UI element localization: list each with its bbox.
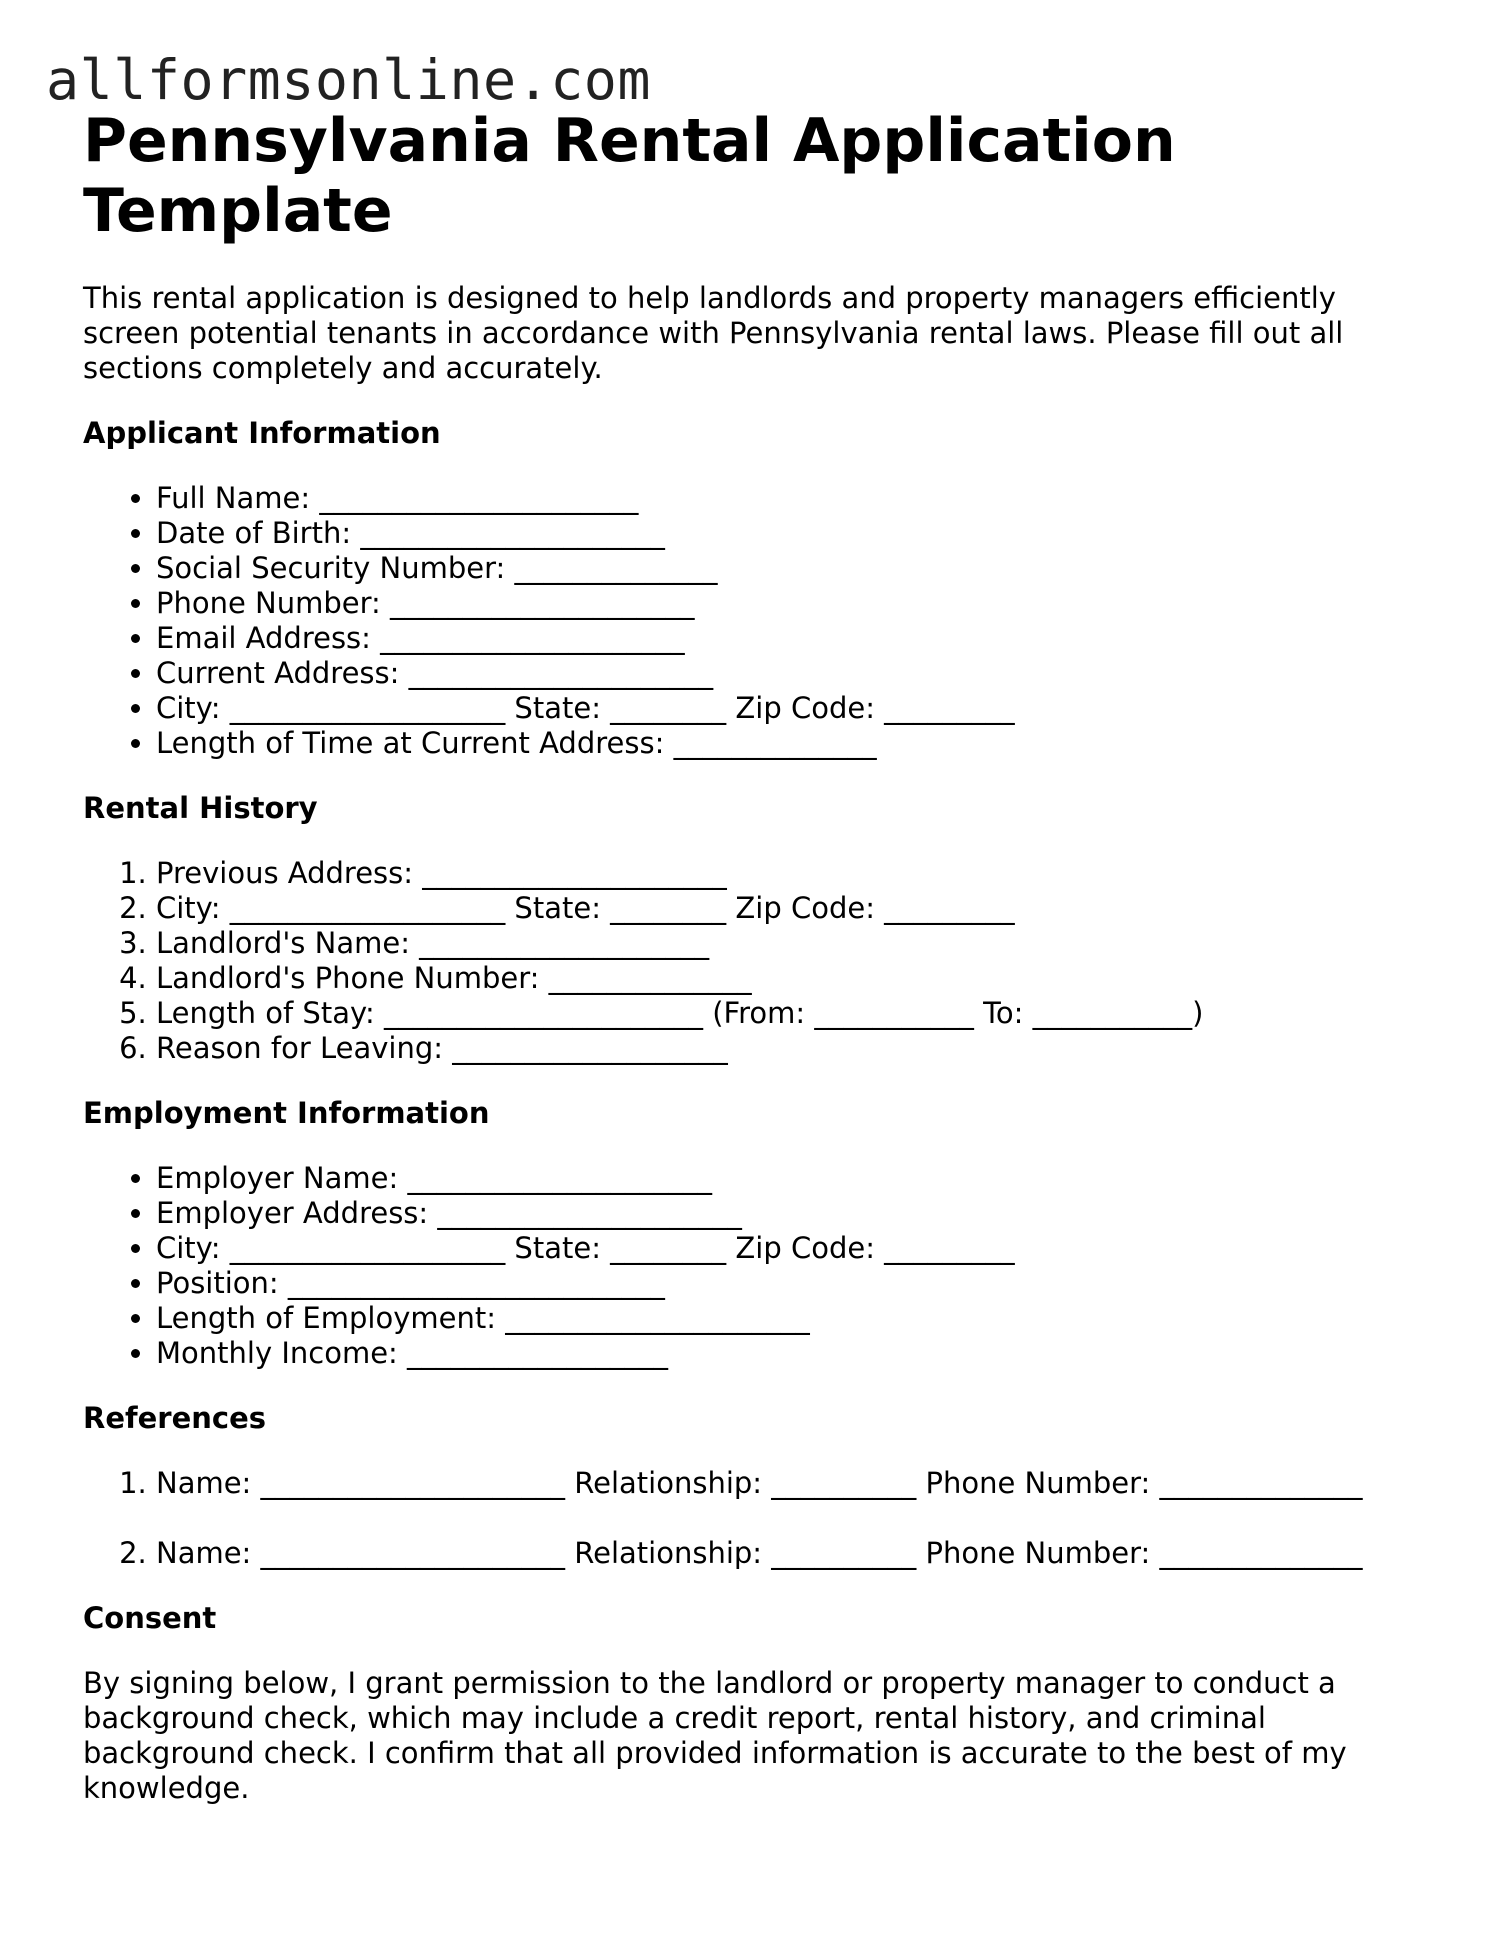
employer-name-field[interactable]: • Employer Name: _____________________ [156,1161,1423,1196]
applicant-ssn-field[interactable]: • Social Security Number: ______________ [156,551,1423,586]
consent-heading: Consent [83,1601,217,1635]
intro-paragraph: This rental application is designed to help landlords and property managers efficiently screen potential tenants in accordance with Pennsylvania rental laws. Please fill out all sections completely and accurately. [83,281,1344,385]
employment-length-field[interactable]: • Length of Employment: _____________________ [156,1301,1423,1336]
watermark: allformsonline.com [46,48,652,112]
consent-paragraph: By signing below, I grant permission to the landlord or property manager to conduct a background check, which may include a credit report, rental history, and criminal background check. I confirm that all provided information is accurate to the best of my knowledge. [83,1666,1347,1805]
rental-reason-for-leaving-field[interactable]: 6. Reason for Leaving: ___________________ [156,1031,1423,1066]
rental-landlord-phone-field[interactable]: 4. Landlord's Phone Number: ______________ [156,961,1423,996]
employer-city-state-zip-field[interactable]: • City: ___________________ State: ________ Zip Code: _________ [156,1231,1423,1266]
rental-city-state-zip-field[interactable]: 2. City: ___________________ State: ________ Zip Code: _________ [156,891,1423,926]
applicant-current-address-field[interactable]: • Current Address: _____________________ [156,656,1423,691]
employment-position-field[interactable]: • Position: __________________________ [156,1266,1423,1301]
reference-1-field[interactable]: 1. Name: _____________________ Relationship: __________ Phone Number: ______________ [156,1466,1423,1501]
applicant-email-field[interactable]: • Email Address: _____________________ [156,621,1423,656]
rental-landlord-name-field[interactable]: 3. Landlord's Name: ____________________ [156,926,1423,961]
rental-length-of-stay-field[interactable]: 5. Length of Stay: ______________________ (From: ___________ To: ___________) [156,996,1423,1031]
rental-previous-address-field[interactable]: 1. Previous Address: _____________________ [156,856,1423,891]
rental-history-heading: Rental History [83,791,318,825]
references-heading: References [83,1401,267,1435]
applicant-city-state-zip-field[interactable]: • City: ___________________ State: ________ Zip Code: _________ [156,691,1423,726]
applicant-full-name-field[interactable]: • Full Name: ______________________ [156,481,1423,516]
employment-heading: Employment Information [83,1096,490,1130]
monthly-income-field[interactable]: • Monthly Income: __________________ [156,1336,1423,1371]
rental-history-list [83,856,1423,1066]
applicant-list [83,481,1423,761]
references-list [83,1466,1423,1571]
applicant-time-at-address-field[interactable]: • Length of Time at Current Address: ______________ [156,726,1423,761]
page-title: Pennsylvania Rental Application Template [83,106,1176,246]
reference-2-field[interactable]: 2. Name: _____________________ Relationship: __________ Phone Number: ______________ [156,1536,1423,1571]
applicant-dob-field[interactable]: • Date of Birth: _____________________ [156,516,1423,551]
document-body [83,106,1423,1806]
applicant-heading: Applicant Information [83,416,441,450]
employment-list [83,1161,1423,1371]
employer-address-field[interactable]: • Employer Address: _____________________ [156,1196,1423,1231]
applicant-phone-field[interactable]: • Phone Number: _____________________ [156,586,1423,621]
